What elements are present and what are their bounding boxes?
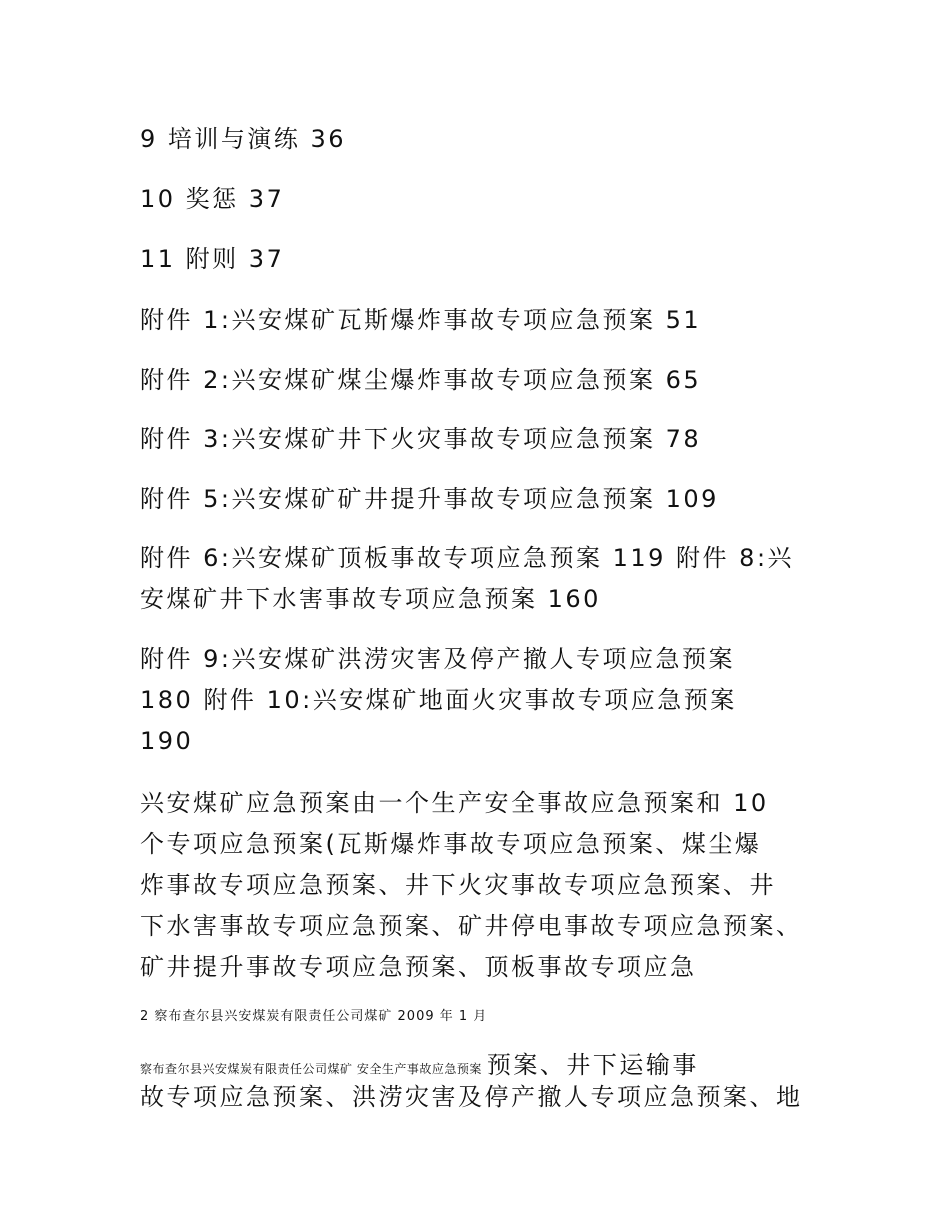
page-header: 察布查尔县兴安煤炭有限责任公司煤矿 安全生产事故应急预案	[140, 1062, 482, 1076]
body-continuation-start: 预案、井下运输事	[486, 1051, 699, 1079]
toc-line: 190	[140, 727, 194, 755]
toc-entry-rewards: 10 奖惩 37	[140, 185, 285, 213]
toc-entry-attachment-1: 附件 1:兴安煤矿瓦斯爆炸事故专项应急预案 51	[140, 306, 702, 334]
toc-entry-appendix: 11 附则 37	[140, 245, 285, 273]
toc-entry-training: 9 培训与演练 36	[140, 125, 347, 153]
toc-entry-attachment-9-10	[140, 639, 737, 762]
body-paragraph	[140, 783, 803, 988]
toc-line: 180 附件 10:兴安煤矿地面火灾事故专项应急预案	[140, 686, 737, 714]
body-line: 矿井提升事故专项应急预案、顶板事故专项应急	[140, 953, 697, 981]
toc-entry-attachment-6-8	[140, 538, 794, 620]
toc-entry-attachment-3: 附件 3:兴安煤矿井下火灾事故专项应急预案 78	[140, 425, 702, 453]
body-line: 个专项应急预案(瓦斯爆炸事故专项应急预案、煤尘爆	[140, 830, 762, 858]
toc-entry-attachment-5: 附件 5:兴安煤矿矿井提升事故专项应急预案 109	[140, 485, 719, 513]
toc-entry-attachment-2: 附件 2:兴安煤矿煤尘爆炸事故专项应急预案 65	[140, 366, 702, 394]
body-line: 下水害事故专项应急预案、矿井停电事故专项应急预案、	[140, 912, 803, 940]
toc-line: 附件 6:兴安煤矿顶板事故专项应急预案 119 附件 8:兴	[140, 544, 795, 572]
body-continuation-line: 故专项应急预案、洪涝灾害及停产撤人专项应急预案、地	[140, 1083, 803, 1111]
page-header-line	[140, 1050, 699, 1084]
page-footer: 2 察布查尔县兴安煤炭有限责任公司煤矿 2009 年 1 月	[140, 1009, 488, 1024]
toc-line: 安煤矿井下水害事故专项应急预案 160	[140, 585, 601, 613]
body-line: 兴安煤矿应急预案由一个生产安全事故应急预案和 10	[140, 789, 769, 817]
body-line: 炸事故专项应急预案、井下火灾事故专项应急预案、井	[140, 871, 776, 899]
toc-line: 附件 9:兴安煤矿洪涝灾害及停产撤人专项应急预案	[140, 645, 735, 673]
